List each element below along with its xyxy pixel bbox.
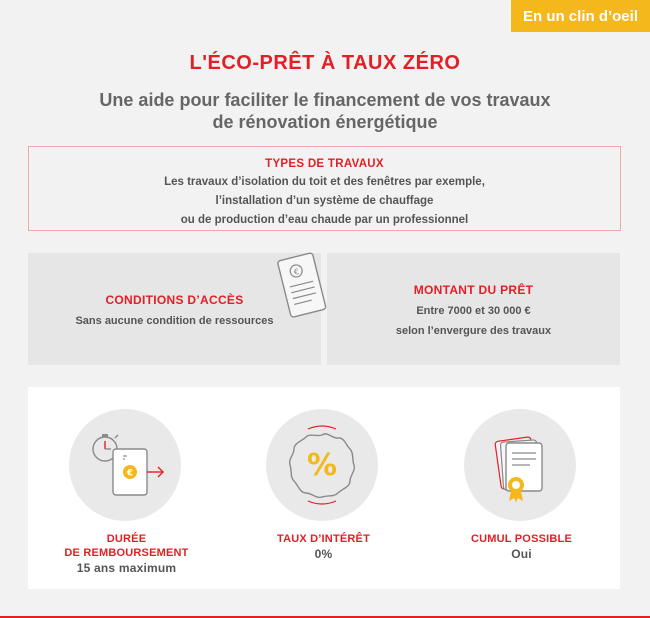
page-subtitle xyxy=(0,89,650,133)
feature-cumul-circle xyxy=(464,409,576,521)
types-line-3: ou de production d’eau chaude par un professionnel xyxy=(180,214,469,226)
types-de-travaux-box xyxy=(28,146,621,231)
feature-taux-value: 0% xyxy=(314,547,333,561)
montant-text xyxy=(327,301,620,341)
feature-duree-label-line-1: DURÉE xyxy=(106,533,147,545)
feature-duree-value: 15 ans maximum xyxy=(76,561,177,575)
euro-glyph: € xyxy=(292,266,300,277)
montant-line-2: selon l’envergure des travaux xyxy=(395,325,552,337)
feature-taux xyxy=(225,387,422,589)
feature-taux-circle xyxy=(266,409,378,521)
feature-duree-label xyxy=(28,532,225,576)
conditions-title: CONDITIONS D’ACCÈS xyxy=(105,293,244,307)
types-line-2: l’installation d’un système de chauffage xyxy=(215,195,434,207)
montant-title: MONTANT DU PRÊT xyxy=(413,283,534,297)
document-euro-icon xyxy=(272,250,332,322)
subtitle-line-2: de rénovation énergétique xyxy=(212,112,438,132)
feature-taux-label-line-1: TAUX D’INTÉRÊT xyxy=(276,533,371,545)
montant-card xyxy=(327,253,620,365)
types-title: TYPES DE TRAVAUX xyxy=(265,158,384,170)
conditions-text: Sans aucune condition de ressources xyxy=(75,315,274,327)
percent-glyph: % xyxy=(306,448,338,483)
feature-cumul-label-line-1: CUMUL POSSIBLE xyxy=(471,533,572,545)
feature-duree xyxy=(28,387,225,589)
features-panel xyxy=(28,387,620,589)
feature-cumul xyxy=(423,387,620,589)
feature-cumul-value: Oui xyxy=(511,547,532,561)
subtitle-line-1: Une aide pour faciliter le financement de vos travaux xyxy=(99,90,551,110)
euro-coin-glyph: € xyxy=(126,468,134,479)
feature-duree-circle xyxy=(69,409,181,521)
feature-cumul-label xyxy=(423,532,620,562)
montant-line-1: Entre 7000 et 30 000 € xyxy=(416,305,531,317)
types-line-1: Les travaux d’isolation du toit et des fenêtres par exemple, xyxy=(164,176,485,188)
badge-en-un-clin-doeil: En un clin d’oeil xyxy=(511,0,650,32)
certificate-documents-icon xyxy=(464,409,576,521)
page-title: L'ÉCO-PRÊT À TAUX ZÉRO xyxy=(189,52,461,74)
clock-payment-icon xyxy=(69,409,181,521)
feature-duree-label-line-2: DE REMBOURSEMENT xyxy=(64,547,189,559)
feature-taux-label xyxy=(225,532,422,562)
percent-seal-icon xyxy=(266,409,378,521)
